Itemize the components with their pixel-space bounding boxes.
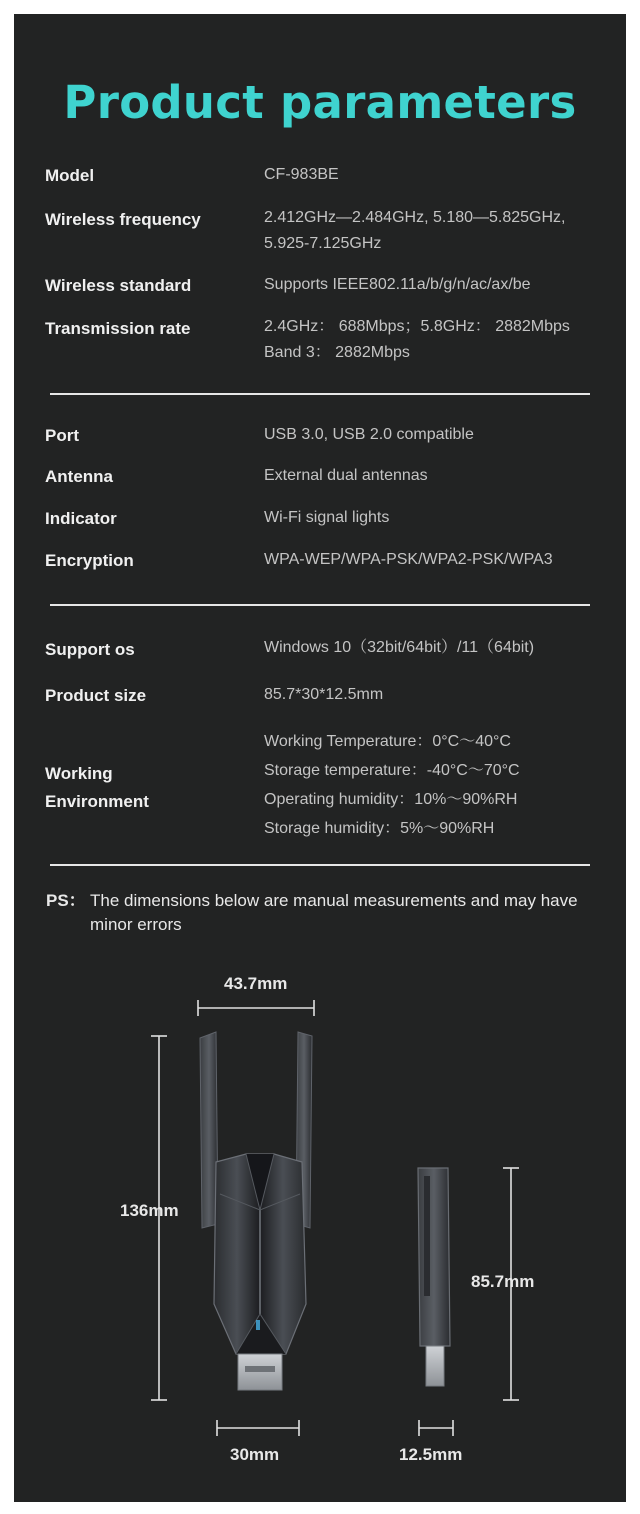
- spec-value-encryption: WPA-WEP/WPA-PSK/WPA2-PSK/WPA3: [264, 551, 553, 568]
- spec-label-transmission-rate: Transmission rate: [45, 319, 191, 338]
- usb-plug-front: [238, 1354, 282, 1390]
- spec-label-antenna: Antenna: [45, 467, 113, 486]
- spec-sheet-panel: [14, 14, 626, 1502]
- dimension-label-body-length: 85.7mm: [471, 1272, 535, 1291]
- note-text: The dimensions below are manual measurements and may have minor errors: [90, 891, 578, 934]
- spec-value-support-os: Windows 10（32bit/64bit）/11（64bit): [264, 639, 535, 656]
- spec-label-encryption: Encryption: [45, 551, 134, 570]
- spec-value-product-size: 85.7*30*12.5mm: [264, 686, 384, 703]
- dimension-label-antenna-span: 43.7mm: [224, 974, 288, 993]
- dimension-label-body-width: 30mm: [230, 1445, 280, 1464]
- spec-label-working-environment: Working Environment: [45, 764, 149, 811]
- spec-value-wireless-standard: Supports IEEE802.11a/b/g/n/ac/ax/be: [264, 276, 531, 293]
- spec-value-antenna: External dual antennas: [264, 467, 428, 484]
- spec-label-port: Port: [45, 426, 79, 445]
- note-lead: PS：: [46, 891, 86, 910]
- adapter-body-front: [214, 1154, 306, 1354]
- spec-label-support-os: Support os: [45, 640, 135, 659]
- spec-value-port: USB 3.0, USB 2.0 compatible: [264, 426, 474, 443]
- spec-value-indicator: Wi-Fi signal lights: [264, 509, 390, 526]
- spec-label-wireless-frequency: Wireless frequency: [45, 210, 201, 229]
- dimension-label-thickness: 12.5mm: [399, 1445, 463, 1464]
- page-title: Product parameters: [63, 76, 577, 129]
- spec-value-model: CF-983BE: [264, 166, 339, 183]
- spec-label-wireless-standard: Wireless standard: [45, 276, 192, 295]
- spec-label-indicator: Indicator: [45, 509, 117, 528]
- spec-value-working-environment: Working Temperature：0°C～40°C Storage temperature：-40°C～70°C Operating humidity：10%～90%RH Storage humidity：5%～90%RH: [264, 733, 520, 837]
- spec-label-model: Model: [45, 166, 95, 185]
- spec-value-wireless-frequency: 2.412GHz—2.484GHz, 5.180—5.825GHz, 5.925-7.125GHz: [264, 209, 566, 252]
- spec-label-product-size: Product size: [45, 686, 147, 705]
- adapter-side-view: [418, 1168, 450, 1386]
- spec-value-transmission-rate: 2.4GHz： 688Mbps；5.8GHz： 2882Mbps Band 3： 2882Mbps: [264, 318, 570, 361]
- dimension-label-total-height: 136mm: [120, 1201, 179, 1220]
